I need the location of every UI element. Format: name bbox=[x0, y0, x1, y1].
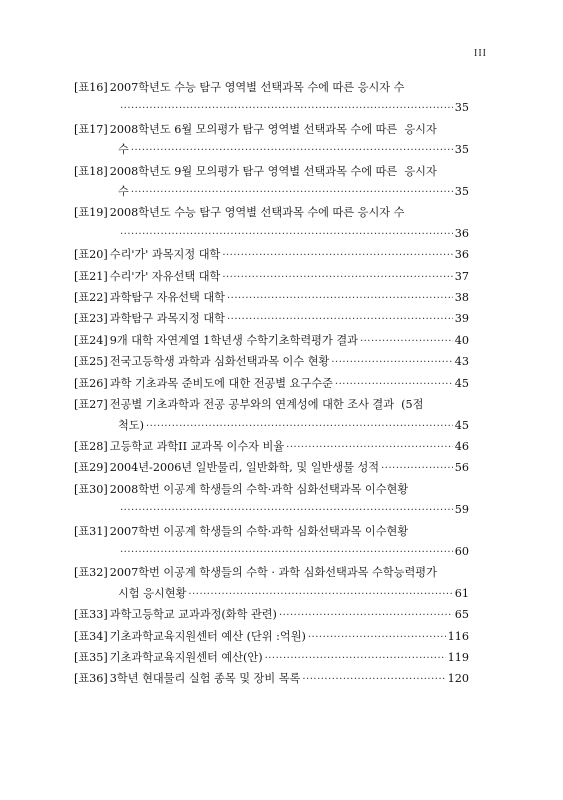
toc-entry-label: [표28] bbox=[74, 439, 108, 453]
toc-entry-label: [표19] bbox=[74, 206, 108, 220]
toc-entry-text: 2004년-2006년 일반물리, 일반화학, 및 일반생물 성적 bbox=[109, 461, 380, 475]
toc-entry-text: 과학탐구 자유선택 대학 bbox=[109, 291, 225, 305]
dot-leader bbox=[286, 438, 453, 458]
dot-leader bbox=[360, 332, 453, 352]
toc-entry-page: 61 bbox=[454, 586, 469, 600]
toc-entry-text: 2007학년도 수능 탐구 영역별 선택과목 수에 따른 응시자 수 bbox=[109, 81, 405, 94]
toc-entry[interactable] bbox=[74, 480, 469, 522]
toc-entry-title bbox=[74, 331, 358, 351]
toc-entry[interactable] bbox=[74, 374, 469, 395]
toc-entry-label: [표17] bbox=[74, 122, 108, 136]
toc-entry-title bbox=[74, 627, 306, 647]
toc-entry[interactable] bbox=[74, 563, 469, 605]
toc-entry-text: 2008학년도 9월 모의평가 탐구 영역별 선택과목 수에 따른 응시자 bbox=[109, 164, 437, 178]
toc-entry-text: 수리'가' 과목지정 대학 bbox=[109, 248, 221, 262]
toc-entry-label: [표29] bbox=[74, 461, 108, 475]
toc-entry-title bbox=[74, 395, 469, 415]
toc-entry[interactable] bbox=[74, 120, 469, 162]
toc-entry-label: [표32] bbox=[74, 566, 108, 580]
toc-entry-page: 59 bbox=[454, 503, 469, 517]
toc-entry-page: 45 bbox=[454, 418, 469, 432]
toc-entry[interactable] bbox=[74, 267, 469, 288]
toc-entry-continuation: 수 bbox=[118, 185, 129, 199]
toc-entry-label: [표34] bbox=[74, 629, 108, 643]
toc-entry[interactable] bbox=[74, 522, 469, 564]
toc-entry-title bbox=[74, 288, 225, 308]
toc-entry-text: 기초과학교육지원센터 예산 (단위 :억원) bbox=[109, 629, 306, 643]
toc-entry-title bbox=[74, 522, 469, 542]
toc-entry-continuation: 수 bbox=[118, 143, 129, 157]
toc-entry[interactable] bbox=[74, 627, 469, 648]
toc-entry-title bbox=[74, 267, 220, 287]
toc-entry-text: 과학고등학교 교과과정(화학 관련) bbox=[109, 608, 277, 622]
toc-entry-text: 기초과학교육지원센터 예산(안) bbox=[109, 650, 263, 664]
toc-entry-continuation: 척도) bbox=[118, 418, 144, 432]
toc-entry-page: 36 bbox=[454, 226, 469, 240]
toc-entry-label: [표16] bbox=[74, 81, 108, 94]
toc-entry-title bbox=[74, 437, 284, 457]
toc-entry-page: 65 bbox=[454, 608, 469, 622]
dot-leader bbox=[222, 268, 452, 288]
dot-leader bbox=[335, 375, 453, 395]
toc-entry-continuation: 시험 응시현황 bbox=[118, 586, 187, 600]
toc-entry[interactable] bbox=[74, 352, 469, 373]
toc-entry-label: [표33] bbox=[74, 608, 108, 622]
dot-leader bbox=[227, 310, 453, 330]
toc-entry-title bbox=[74, 245, 220, 265]
toc-entry-page: 35 bbox=[454, 185, 469, 199]
table-list bbox=[74, 78, 469, 691]
toc-entry-page: 116 bbox=[447, 629, 469, 643]
dot-leader bbox=[222, 246, 452, 266]
toc-entry-label: [표22] bbox=[74, 291, 108, 305]
toc-entry-title bbox=[74, 480, 469, 500]
toc-entry-label: [표35] bbox=[74, 650, 108, 664]
toc-entry-label: [표27] bbox=[74, 398, 108, 412]
toc-entry-text: 2008학년도 수능 탐구 영역별 선택과목 수에 따른 응시자 수 bbox=[109, 206, 405, 220]
dot-leader bbox=[120, 99, 453, 119]
toc-entry[interactable] bbox=[74, 245, 469, 266]
toc-entry[interactable] bbox=[74, 309, 469, 330]
toc-entry-title bbox=[74, 203, 469, 223]
toc-entry[interactable] bbox=[74, 288, 469, 309]
toc-entry-page: 60 bbox=[454, 544, 469, 558]
toc-entry-label: [표18] bbox=[74, 164, 108, 178]
toc-entry-text: 2008학년도 6월 모의평가 탐구 영역별 선택과목 수에 따른 응시자 bbox=[109, 122, 437, 136]
dot-leader bbox=[265, 649, 446, 669]
toc-entry-title bbox=[74, 458, 379, 478]
dot-leader bbox=[120, 543, 453, 563]
page-number: III bbox=[474, 48, 487, 59]
toc-entry-label: [표36] bbox=[74, 672, 108, 686]
toc-entry[interactable] bbox=[74, 605, 469, 626]
dot-leader bbox=[302, 670, 445, 690]
dot-leader bbox=[188, 585, 452, 605]
toc-entry[interactable] bbox=[74, 395, 469, 437]
toc-entry-label: [표23] bbox=[74, 312, 108, 326]
dot-leader bbox=[331, 353, 452, 373]
toc-entry-page: 35 bbox=[454, 101, 469, 115]
toc-entry-label: [표20] bbox=[74, 248, 108, 262]
toc-entry-title bbox=[74, 374, 333, 394]
toc-entry-page: 40 bbox=[454, 333, 469, 347]
toc-entry[interactable] bbox=[74, 458, 469, 479]
dot-leader bbox=[308, 628, 446, 648]
toc-entry-title bbox=[74, 309, 225, 329]
dot-leader bbox=[131, 141, 453, 161]
toc-entry-text: 3학년 현대물리 실험 종목 및 장비 목록 bbox=[109, 672, 301, 686]
dot-leader bbox=[381, 459, 453, 479]
toc-entry[interactable] bbox=[74, 162, 469, 204]
toc-entry-page: 43 bbox=[454, 355, 469, 369]
toc-entry-text: 2007학번 이공계 학생들의 수학·과학 심화선택과목 이수현황 bbox=[109, 524, 409, 538]
toc-entry-page: 36 bbox=[454, 248, 469, 262]
toc-entry-page: 39 bbox=[454, 312, 469, 326]
toc-entry-label: [표25] bbox=[74, 355, 108, 369]
toc-entry-page: 35 bbox=[454, 143, 469, 157]
toc-entry-page: 56 bbox=[454, 461, 469, 475]
toc-entry-label: [표21] bbox=[74, 269, 108, 283]
toc-entry-page: 37 bbox=[454, 269, 469, 283]
toc-entry-text: 전공별 기초과학과 전공 공부와의 연계성에 대한 조사 결과 (5점 bbox=[109, 398, 424, 412]
toc-entry-title bbox=[74, 563, 469, 583]
toc-entry-page: 46 bbox=[454, 439, 469, 453]
toc-entry-title bbox=[74, 78, 469, 98]
dot-leader bbox=[131, 183, 453, 203]
dot-leader bbox=[120, 501, 453, 521]
toc-entry[interactable] bbox=[74, 78, 469, 120]
toc-entry[interactable] bbox=[74, 648, 469, 669]
toc-entry-text: 9개 대학 자연계열 1학년생 수학기초학력평가 결과 bbox=[109, 333, 358, 347]
toc-entry-label: [표26] bbox=[74, 376, 108, 390]
toc-entry-title bbox=[74, 120, 469, 140]
dot-leader bbox=[120, 225, 453, 245]
toc-entry-text: 2008학번 이공계 학생들의 수학·과학 심화선택과목 이수현황 bbox=[109, 482, 409, 496]
toc-entry-page: 38 bbox=[454, 291, 469, 305]
toc-entry-label: [표30] bbox=[74, 482, 108, 496]
toc-entry[interactable] bbox=[74, 331, 469, 352]
toc-entry-text: 2007학번 이공계 학생들의 수학 · 과학 심화선택과목 수학능력평가 bbox=[109, 566, 437, 580]
toc-entry-title bbox=[74, 162, 469, 182]
toc-entry-page: 119 bbox=[447, 650, 469, 664]
toc-entry-text: 고등학교 과학II 교과목 이수자 비율 bbox=[109, 439, 285, 453]
dot-leader bbox=[146, 417, 453, 437]
toc-entry[interactable] bbox=[74, 669, 469, 690]
toc-entry-text: 과학탐구 과목지정 대학 bbox=[109, 312, 225, 326]
toc-entry[interactable] bbox=[74, 203, 469, 245]
toc-entry-title bbox=[74, 605, 277, 625]
toc-entry-page: 120 bbox=[447, 672, 469, 686]
toc-entry-label: [표24] bbox=[74, 333, 108, 347]
toc-entry-text: 과학 기초과목 준비도에 대한 전공별 요구수준 bbox=[109, 376, 333, 390]
toc-entry-title bbox=[74, 669, 300, 689]
toc-entry-page: 45 bbox=[454, 376, 469, 390]
toc-entry-label: [표31] bbox=[74, 524, 108, 538]
toc-entry[interactable] bbox=[74, 437, 469, 458]
toc-entry-text: 전국고등학생 과학과 심화선택과목 이수 현황 bbox=[109, 355, 330, 369]
toc-entry-text: 수리'가' 자유선택 대학 bbox=[109, 269, 221, 283]
dot-leader bbox=[279, 606, 453, 626]
dot-leader bbox=[227, 289, 453, 309]
toc-entry-title bbox=[74, 648, 263, 668]
toc-entry-title bbox=[74, 352, 329, 372]
